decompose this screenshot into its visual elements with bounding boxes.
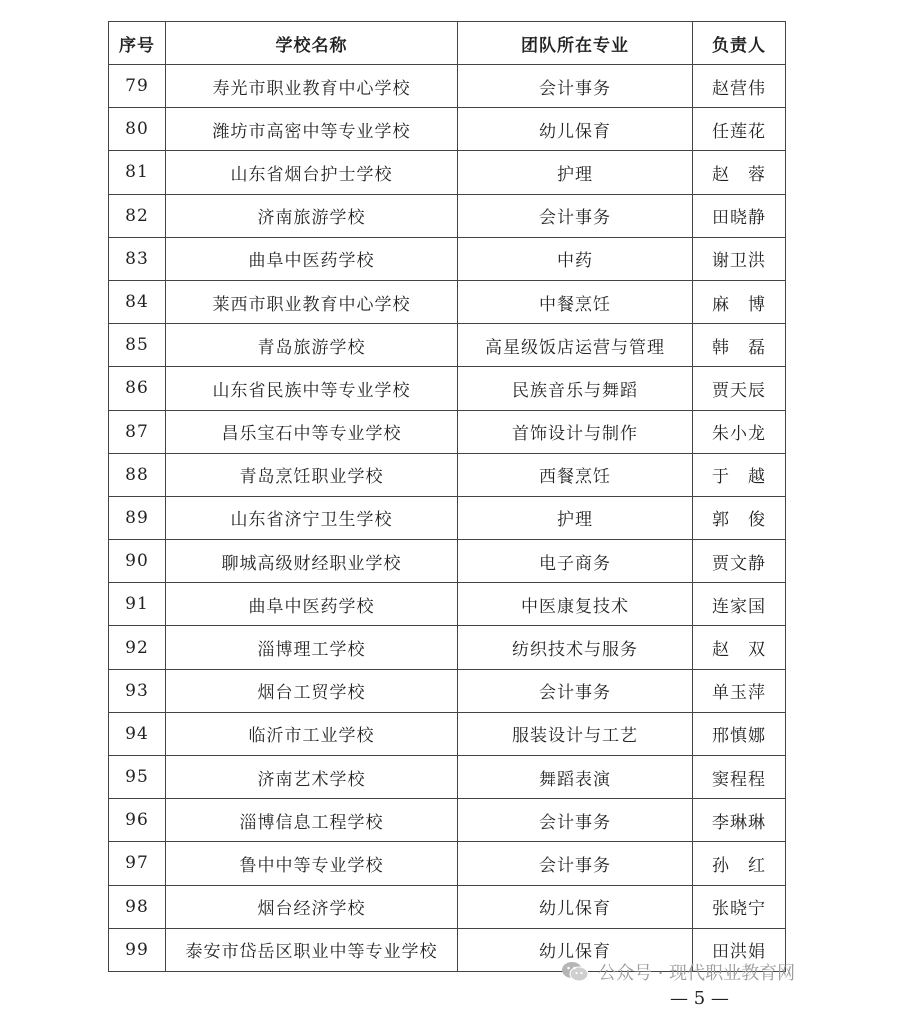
cell-leader: 孙 红 [693,842,786,885]
table-row [109,842,786,885]
cell-leader: 赵营伟 [693,65,786,108]
cell-index: 96 [109,799,166,842]
cell-major: 会计事务 [458,799,693,842]
cell-index: 87 [109,410,166,453]
cell-index: 92 [109,626,166,669]
cell-leader: 谢卫洪 [693,237,786,280]
cell-school: 烟台经济学校 [166,885,458,928]
cell-index: 79 [109,65,166,108]
cell-leader: 于 越 [693,453,786,496]
cell-leader: 田晓静 [693,194,786,237]
cell-school: 寿光市职业教育中心学校 [166,65,458,108]
cell-school: 青岛烹饪职业学校 [166,453,458,496]
cell-leader: 赵 蓉 [693,151,786,194]
cell-leader: 韩 磊 [693,324,786,367]
cell-school: 鲁中中等专业学校 [166,842,458,885]
table-row [109,280,786,323]
cell-leader: 邢慎娜 [693,712,786,755]
cell-major: 会计事务 [458,669,693,712]
cell-major: 会计事务 [458,65,693,108]
school-team-table [108,21,786,972]
cell-major: 电子商务 [458,540,693,583]
cell-major: 护理 [458,496,693,539]
cell-major: 高星级饭店运营与管理 [458,324,693,367]
cell-school: 曲阜中医药学校 [166,237,458,280]
table-row [109,799,786,842]
cell-major: 会计事务 [458,194,693,237]
cell-major: 舞蹈表演 [458,756,693,799]
cell-index: 81 [109,151,166,194]
cell-index: 95 [109,756,166,799]
cell-major: 幼儿保育 [458,928,693,971]
header-leader: 负责人 [693,22,786,65]
cell-leader: 朱小龙 [693,410,786,453]
cell-index: 93 [109,669,166,712]
table-header-row [109,22,786,65]
cell-index: 99 [109,928,166,971]
table-row [109,540,786,583]
table-row [109,324,786,367]
header-school: 学校名称 [166,22,458,65]
header-major: 团队所在专业 [458,22,693,65]
cell-school: 临沂市工业学校 [166,712,458,755]
cell-leader: 任莲花 [693,108,786,151]
cell-index: 84 [109,280,166,323]
cell-school: 烟台工贸学校 [166,669,458,712]
cell-school: 莱西市职业教育中心学校 [166,280,458,323]
cell-school: 山东省民族中等专业学校 [166,367,458,410]
cell-school: 潍坊市高密中等专业学校 [166,108,458,151]
table-row [109,151,786,194]
cell-school: 淄博信息工程学校 [166,799,458,842]
table-row [109,583,786,626]
cell-school: 泰安市岱岳区职业中等专业学校 [166,928,458,971]
cell-leader: 赵 双 [693,626,786,669]
cell-major: 西餐烹饪 [458,453,693,496]
table-row [109,626,786,669]
cell-school: 聊城高级财经职业学校 [166,540,458,583]
cell-index: 86 [109,367,166,410]
cell-index: 85 [109,324,166,367]
cell-index: 83 [109,237,166,280]
header-index: 序号 [109,22,166,65]
cell-leader: 贾文静 [693,540,786,583]
cell-major: 纺织技术与服务 [458,626,693,669]
cell-school: 曲阜中医药学校 [166,583,458,626]
cell-school: 济南艺术学校 [166,756,458,799]
cell-school: 山东省济宁卫生学校 [166,496,458,539]
cell-major: 首饰设计与制作 [458,410,693,453]
cell-index: 94 [109,712,166,755]
cell-index: 90 [109,540,166,583]
cell-index: 80 [109,108,166,151]
table-row [109,453,786,496]
cell-major: 民族音乐与舞蹈 [458,367,693,410]
wechat-icon [560,960,590,984]
cell-major: 中医康复技术 [458,583,693,626]
table-row [109,367,786,410]
cell-index: 98 [109,885,166,928]
cell-school: 淄博理工学校 [166,626,458,669]
cell-index: 89 [109,496,166,539]
table-row [109,108,786,151]
table-row [109,410,786,453]
cell-index: 97 [109,842,166,885]
cell-leader: 郭 俊 [693,496,786,539]
cell-index: 88 [109,453,166,496]
cell-major: 幼儿保育 [458,108,693,151]
cell-index: 82 [109,194,166,237]
cell-major: 会计事务 [458,842,693,885]
cell-leader: 贾天辰 [693,367,786,410]
table-row [109,496,786,539]
cell-leader: 麻 博 [693,280,786,323]
cell-leader: 张晓宁 [693,885,786,928]
cell-leader: 连家国 [693,583,786,626]
cell-leader: 窦程程 [693,756,786,799]
table-row [109,712,786,755]
cell-school: 济南旅游学校 [166,194,458,237]
page-number: — 5 — [670,988,729,1009]
table-row [109,237,786,280]
cell-major: 中餐烹饪 [458,280,693,323]
cell-leader: 李琳琳 [693,799,786,842]
cell-leader: 田洪娟 [693,928,786,971]
cell-leader: 单玉萍 [693,669,786,712]
cell-school: 青岛旅游学校 [166,324,458,367]
table-row [109,669,786,712]
table-row [109,65,786,108]
cell-major: 中药 [458,237,693,280]
cell-major: 幼儿保育 [458,885,693,928]
cell-school: 昌乐宝石中等专业学校 [166,410,458,453]
cell-index: 91 [109,583,166,626]
cell-school: 山东省烟台护士学校 [166,151,458,194]
cell-major: 护理 [458,151,693,194]
table-row [109,756,786,799]
watermark [560,958,795,986]
cell-major: 服装设计与工艺 [458,712,693,755]
watermark-text: 公众号 · 现代职业教育网 [598,963,796,984]
table-row [109,194,786,237]
table-row [109,885,786,928]
